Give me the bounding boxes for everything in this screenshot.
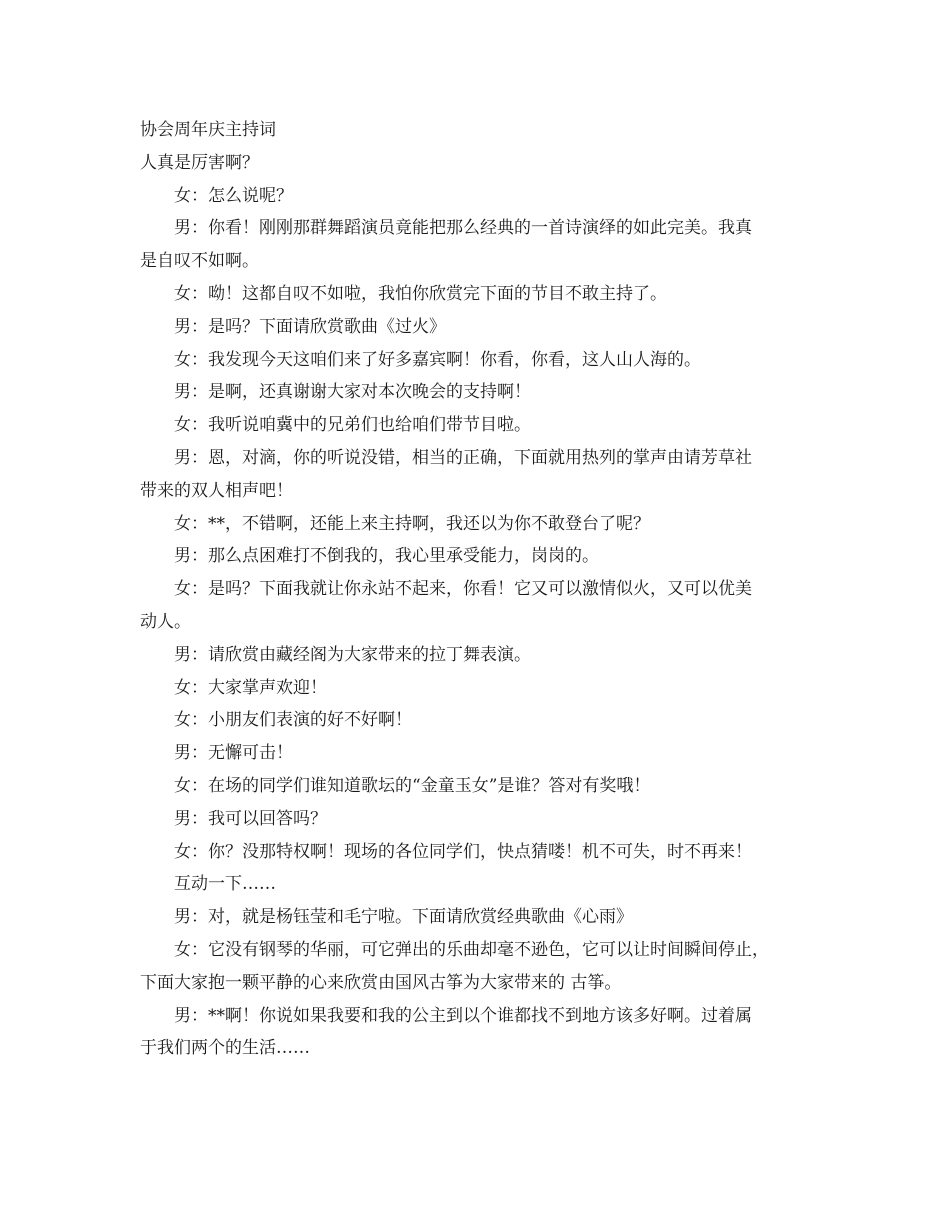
script-line: 女：你？没那特权啊！现场的各位同学们，快点猜喽！机不可失，时不再来！	[174, 841, 752, 862]
script-line: 女：**，不错啊，还能上来主持啊，我还以为你不敢登台了呢？	[174, 513, 650, 534]
script-line: 男：我可以回答吗？	[174, 808, 327, 829]
script-line: 男：是啊，还真谢谢大家对本次晚会的支持啊！	[174, 382, 531, 403]
script-line: 互动一下……	[174, 874, 276, 895]
script-line: 女：呦！这都自叹不如啦，我怕你欣赏完下面的节目不敢主持了。	[174, 283, 667, 304]
document-body	[140, 114, 820, 1065]
script-line: 于我们两个的生活……	[140, 1038, 310, 1059]
script-line: 女：在场的同学们谁知道歌坛的“金童玉女”是谁？答对有奖哦！	[174, 775, 651, 796]
script-line: 男：你看！刚刚那群舞蹈演员竟能把那么经典的一首诗演绎的如此完美。我真	[174, 218, 752, 239]
script-line: 人真是厉害啊？	[140, 152, 259, 173]
script-line: 女：怎么说呢？	[174, 185, 293, 206]
script-line: 男：无懈可击！	[174, 743, 293, 764]
script-line: 带来的双人相声吧！	[140, 480, 293, 501]
script-line: 是自叹不如啊。	[140, 251, 259, 272]
script-lines	[140, 147, 820, 1065]
script-line: 男：是吗？下面请欣赏歌曲《过火》	[174, 316, 446, 337]
script-line: 女：它没有钢琴的华丽，可它弹出的乐曲却毫不逊色，它可以让时间瞬间停止，	[174, 939, 769, 960]
script-line: 女：小朋友们表演的好不好啊！	[174, 710, 412, 731]
script-line: 女：我发现今天这咱们来了好多嘉宾啊！你看，你看，这人山人海的。	[174, 349, 701, 370]
script-line: 下面大家抱一颗平静的心来欣赏由国风古筝为大家带来的 古筝。	[140, 972, 622, 993]
script-line: 女：是吗？下面我就让你永站不起来，你看！它又可以激情似火，又可以优美	[174, 579, 752, 600]
script-line: 动人。	[140, 611, 191, 632]
script-line: 男：对，就是杨钰莹和毛宁啦。下面请欣赏经典歌曲《心雨》	[174, 907, 633, 928]
document-title: 协会周年庆主持词	[140, 120, 276, 140]
script-line: 男：**啊！你说如果我要和我的公主到以个谁都找不到地方该多好啊。过着属	[174, 1005, 752, 1026]
script-line: 男：请欣赏由藏经阁为大家带来的拉丁舞表演。	[174, 644, 531, 665]
script-line: 女：大家掌声欢迎！	[174, 677, 327, 698]
script-line: 男：那么点困难打不倒我的，我心里承受能力，岗岗的。	[174, 546, 599, 567]
script-line: 女：我听说咱冀中的兄弟们也给咱们带节目啦。	[174, 415, 531, 436]
script-line: 男：恩，对滴，你的听说没错，相当的正确，下面就用热列的掌声由请芳草社	[174, 447, 752, 468]
